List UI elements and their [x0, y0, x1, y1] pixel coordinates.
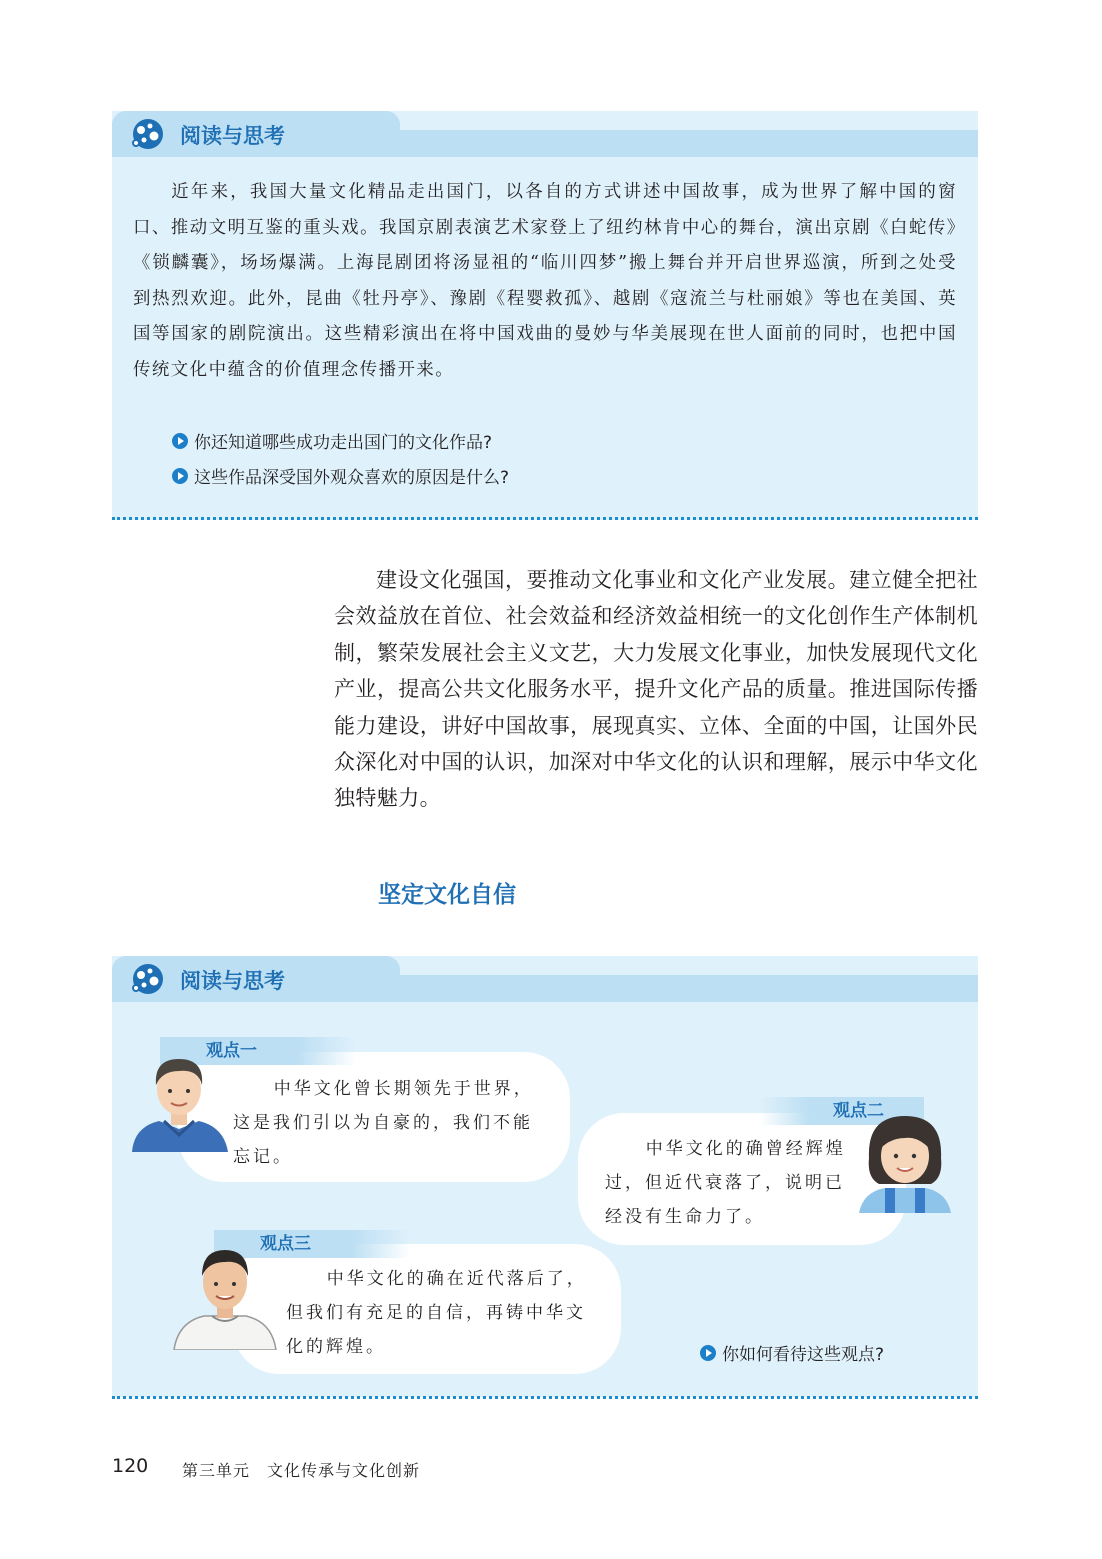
boy-avatar-icon [170, 1240, 280, 1350]
reading-box-header [112, 956, 978, 1002]
dotted-divider [112, 517, 978, 520]
view-label-text: 观点三 [260, 1234, 311, 1254]
view-label-text: 观点一 [206, 1041, 257, 1061]
main-paragraph: 建设文化强国，要推动文化事业和文化产业发展。建立健全把社会效益放在首位、社会效益和经济效益相统一的文化创作生产体制机制，繁荣发展社会主义文艺，大力发展文化事业，加快发展现代文化产业，提高公共文化服务水平，提升文化产品的质量。推进国际传播能力建设，讲好中国故事，展现真实、立体、全面的中国，让国外民众深化对中国的认识，加深对中华文化的认识和理解，展示中华文化独特魅力。 [334, 568, 978, 811]
unit-title: 第三单元 文化传承与文化创新 [182, 1461, 421, 1480]
arrow-right-icon [172, 433, 188, 449]
girl-avatar-icon [855, 1108, 955, 1213]
question-text: 你如何看待这些观点? [722, 1345, 885, 1365]
page-number: 120 [112, 1455, 149, 1477]
reading-box-header [112, 111, 978, 157]
bubbles-icon [130, 117, 166, 151]
view-text-2: 中华文化的确曾经辉煌过，但近代衰落了，说明已经没有生命力了。 [605, 1139, 846, 1227]
arrow-right-icon [700, 1345, 716, 1361]
question-text: 你还知道哪些成功走出国门的文化作品? [194, 433, 493, 453]
reading-box-title: 阅读与思考 [180, 124, 285, 148]
view-text-1: 中华文化曾长期领先于世界，这是我们引以为自豪的，我们不能忘记。 [233, 1079, 534, 1167]
box2-question [700, 1340, 884, 1365]
section-title: 坚定文化自信 [378, 882, 516, 908]
boy-avatar-icon [124, 1047, 234, 1152]
view-text-3: 中华文化的确在近代落后了，但我们有充足的自信，再铸中华文化的辉煌。 [286, 1269, 587, 1357]
question-text: 这些作品深受国外观众喜欢的原因是什么? [194, 468, 510, 488]
question-2 [172, 463, 509, 488]
view-label-text: 观点二 [833, 1101, 884, 1121]
arrow-right-icon [172, 468, 188, 484]
reading-box-title: 阅读与思考 [180, 969, 285, 993]
reading-paragraph: 近年来，我国大量文化精品走出国门，以各自的方式讲述中国故事，成为世界了解中国的窗口、推动文明互鉴的重头戏。我国京剧表演艺术家登上了纽约林肯中心的舞台，演出京剧《白蛇传》《锁麟囊》，场场爆满。上海昆剧团将汤显祖的“临川四梦”搬上舞台并开启世界巡演，所到之处受到热烈欢迎。此外，昆曲《牡丹亭》、豫剧《程婴救孤》、越剧《寇流兰与杜丽娘》等也在美国、英国等国家的剧院演出。这些精彩演出在将中国戏曲的曼妙与华美展现在世人面前的同时，也把中国传统文化中蕴含的价值理念传播开来。 [133, 182, 957, 380]
bubbles-icon [130, 962, 166, 996]
dotted-divider [112, 1396, 978, 1399]
question-1 [172, 428, 492, 453]
